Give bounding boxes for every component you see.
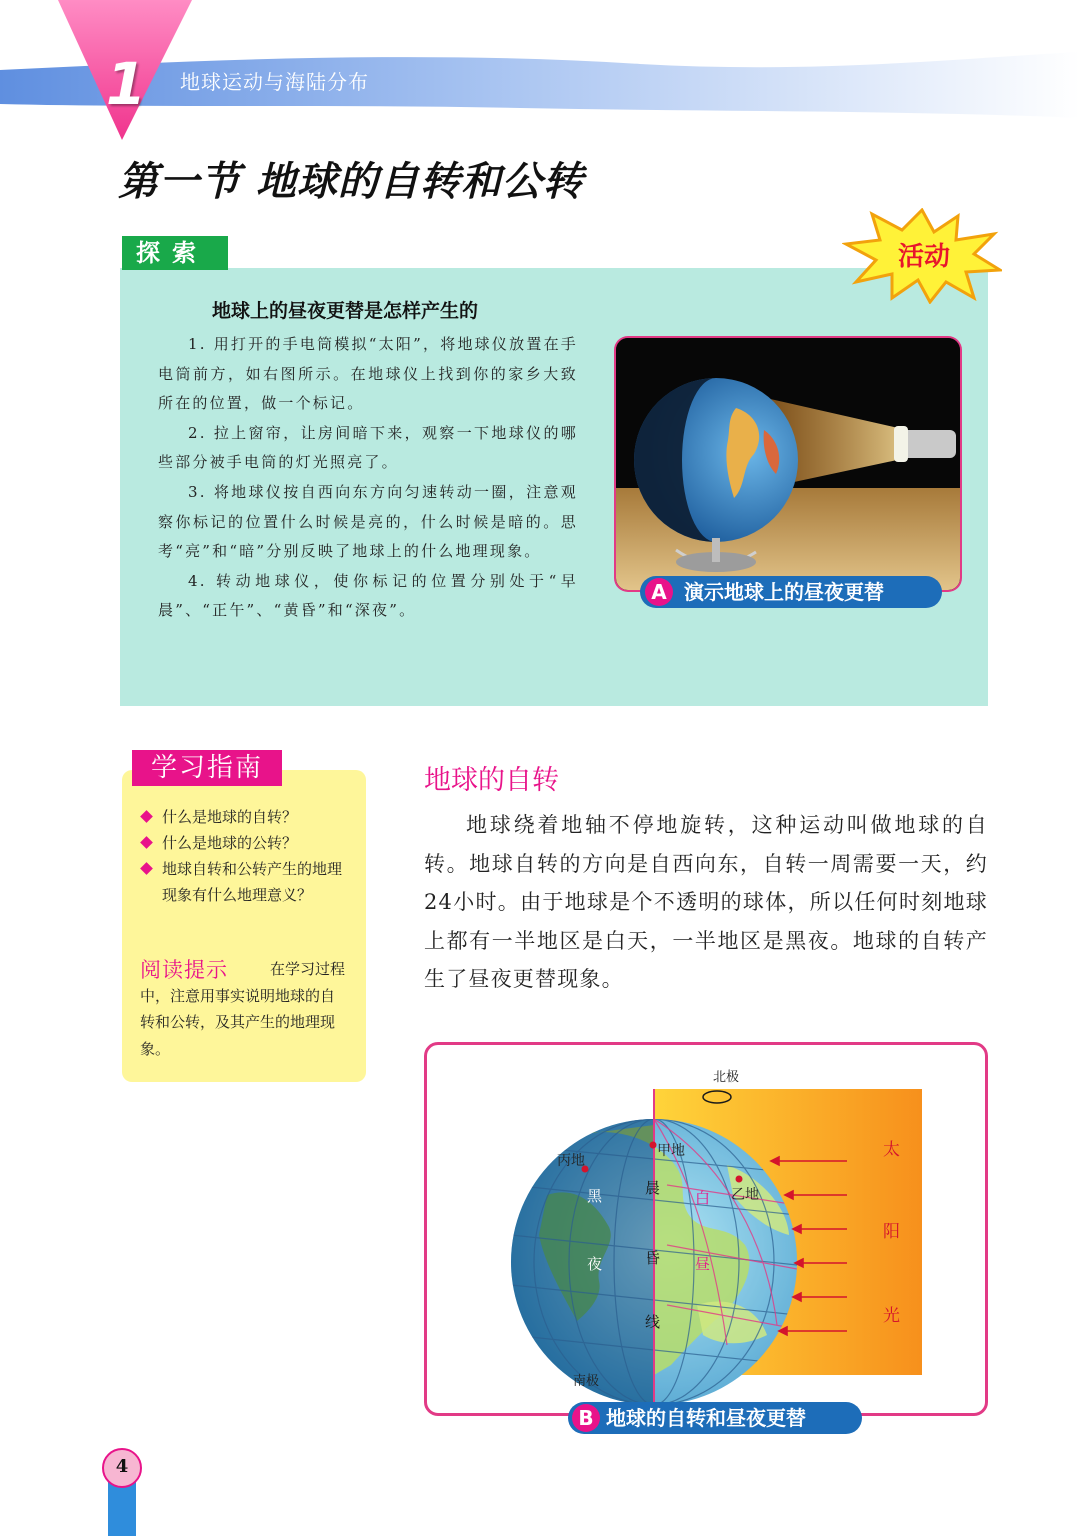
reading-tip-text: 在学习过程中，注意用事实说明地球的自转和公转，及其产生的地理现象。 xyxy=(140,960,346,1058)
guide-question: 什么是地球的自转？ xyxy=(140,804,352,830)
explore-step-1: 1. 用打开的手电筒模拟“太阳”，将地球仪放置在手电筒前方，如右图所示。在地球仪上找到你的家乡大致所在的位置，做一个标记。 xyxy=(158,335,578,413)
figure-a-caption: 演示地球上的昼夜更替 xyxy=(684,580,884,604)
explore-step-2: 2. 拉上窗帘，让房间暗下来，观察一下地球仪的哪些部分被手电筒的灯光照亮了。 xyxy=(158,423,578,472)
page-number: 4 xyxy=(115,1456,129,1477)
rotation-heading: 地球的自转 xyxy=(424,765,559,796)
explore-heading: 地球上的昼夜更替是怎样产生的 xyxy=(212,300,479,322)
explore-step-3: 3. 将地球仪按自西向东方向匀速转动一圈，注意观察你标记的位置什么时候是亮的，什么时候是暗的。思考“亮”和“暗”分别反映了地球上的什么地理现象。 xyxy=(158,482,578,561)
figure-b-caption: 地球的自转和昼夜更替 xyxy=(606,1406,806,1430)
reading-tip-label: 阅读提示 xyxy=(140,958,228,982)
bullet-diamond-icon xyxy=(140,862,153,875)
sun-label-2: 阳 xyxy=(883,1222,900,1242)
bullet-diamond-icon xyxy=(140,836,153,849)
activity-badge-label: 活动 xyxy=(897,242,950,272)
globe-flashlight-photo xyxy=(616,338,960,590)
guide-question: 地球自转和公转产生的地理现象有什么地理意义？ xyxy=(140,856,352,908)
chapter-title: 地球运动与海陆分布 xyxy=(180,70,369,94)
dark-label-1: 黑 xyxy=(587,1187,603,1205)
north-pole-label: 北极 xyxy=(713,1070,740,1085)
terminator-label-1: 晨 xyxy=(645,1179,661,1197)
chapter-number: 1 xyxy=(105,50,147,118)
place-jia-marker xyxy=(650,1142,657,1149)
dark-label-2: 夜 xyxy=(587,1255,603,1273)
day-label-1: 白 xyxy=(695,1189,711,1207)
rotation-body-text: 地球绕着地轴不停地旋转，这种运动叫做地球的自转。地球自转的方向是自西向东，自转一周需要一天，约24小时。由于地球是个不透明的球体，所以任何时刻地球上都有一半地区是白天，一半地区是黑夜。地球的自转产生了昼夜更替现象。 xyxy=(424,813,988,992)
globe-flashlight-illustration xyxy=(616,338,960,590)
south-pole-label: 南极 xyxy=(573,1374,600,1389)
day-label-2: 昼 xyxy=(695,1255,711,1273)
terminator-label-3: 线 xyxy=(645,1313,661,1331)
section-title: 第一节 地球的自转和公转 xyxy=(118,159,584,205)
study-guide-tab: 学习指南 xyxy=(132,750,282,786)
earth-rotation-diagram xyxy=(427,1045,985,1413)
guide-question: 什么是地球的公转？ xyxy=(140,830,352,856)
sun-label-1: 太 xyxy=(883,1140,900,1160)
explore-tab: 探索 xyxy=(122,236,228,270)
explore-steps xyxy=(158,330,578,626)
sun-label-3: 光 xyxy=(883,1306,900,1326)
study-guide-questions xyxy=(140,804,352,908)
place-yi-label: 乙地 xyxy=(731,1187,759,1203)
figure-b-frame xyxy=(424,1042,988,1416)
bullet-diamond-icon xyxy=(140,810,153,823)
terminator-label-2: 昏 xyxy=(645,1249,661,1267)
chapter-header-band xyxy=(0,0,1080,150)
place-yi-marker xyxy=(736,1176,743,1183)
figure-b-letter: B xyxy=(572,1404,600,1432)
place-jia-label: 甲地 xyxy=(657,1143,685,1159)
figure-a-letter: A xyxy=(645,578,673,606)
place-bing-label: 丙地 xyxy=(557,1153,585,1169)
explore-step-4: 4. 转动地球仪，使你标记的位置分别处于“早晨”、“正午”、“黄昏”和“深夜”。 xyxy=(158,571,578,620)
